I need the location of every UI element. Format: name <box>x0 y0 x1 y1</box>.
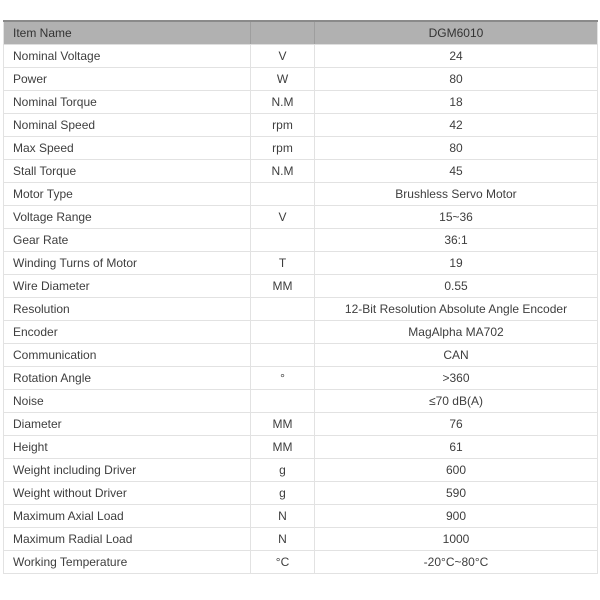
value-cell: 19 <box>315 251 598 274</box>
value-cell: 80 <box>315 67 598 90</box>
header-model-name: DGM6010 <box>315 21 598 44</box>
table-row <box>4 90 598 113</box>
table-header-row <box>4 21 598 44</box>
table-row <box>4 159 598 182</box>
unit-cell: N.M <box>251 90 315 113</box>
table-row <box>4 550 598 573</box>
table-row <box>4 136 598 159</box>
table-row <box>4 67 598 90</box>
item-cell: Weight without Driver <box>4 481 251 504</box>
value-cell: 76 <box>315 412 598 435</box>
value-cell: 24 <box>315 44 598 67</box>
value-cell: 45 <box>315 159 598 182</box>
unit-cell: V <box>251 205 315 228</box>
value-cell: 590 <box>315 481 598 504</box>
item-cell: Nominal Speed <box>4 113 251 136</box>
unit-cell <box>251 320 315 343</box>
table-row <box>4 389 598 412</box>
item-cell: Height <box>4 435 251 458</box>
item-cell: Power <box>4 67 251 90</box>
table-row <box>4 343 598 366</box>
value-cell: MagAlpha MA702 <box>315 320 598 343</box>
unit-cell <box>251 343 315 366</box>
unit-cell: N <box>251 527 315 550</box>
table-row <box>4 481 598 504</box>
item-cell: Maximum Radial Load <box>4 527 251 550</box>
item-cell: Stall Torque <box>4 159 251 182</box>
spec-table <box>3 20 598 574</box>
value-cell: CAN <box>315 343 598 366</box>
item-cell: Maximum Axial Load <box>4 504 251 527</box>
table-row <box>4 251 598 274</box>
value-cell: ≤70 dB(A) <box>315 389 598 412</box>
value-cell: 12-Bit Resolution Absolute Angle Encoder <box>315 297 598 320</box>
unit-cell: MM <box>251 435 315 458</box>
item-cell: Winding Turns of Motor <box>4 251 251 274</box>
table-row <box>4 458 598 481</box>
item-cell: Gear Rate <box>4 228 251 251</box>
item-cell: Nominal Torque <box>4 90 251 113</box>
item-cell: Working Temperature <box>4 550 251 573</box>
item-cell: Rotation Angle <box>4 366 251 389</box>
item-cell: Diameter <box>4 412 251 435</box>
value-cell: 900 <box>315 504 598 527</box>
item-cell: Noise <box>4 389 251 412</box>
value-cell: 42 <box>315 113 598 136</box>
table-row <box>4 320 598 343</box>
item-cell: Communication <box>4 343 251 366</box>
item-cell: Weight including Driver <box>4 458 251 481</box>
unit-cell <box>251 389 315 412</box>
unit-cell: V <box>251 44 315 67</box>
table-row <box>4 274 598 297</box>
unit-cell: ° <box>251 366 315 389</box>
table-row <box>4 527 598 550</box>
item-cell: Voltage Range <box>4 205 251 228</box>
unit-cell: MM <box>251 412 315 435</box>
unit-cell <box>251 297 315 320</box>
table-row <box>4 366 598 389</box>
item-cell: Encoder <box>4 320 251 343</box>
table-row <box>4 412 598 435</box>
value-cell: 600 <box>315 458 598 481</box>
table-row <box>4 113 598 136</box>
value-cell: 36:1 <box>315 228 598 251</box>
table-row <box>4 228 598 251</box>
unit-cell: MM <box>251 274 315 297</box>
value-cell: 1000 <box>315 527 598 550</box>
unit-cell: T <box>251 251 315 274</box>
value-cell: 61 <box>315 435 598 458</box>
table-row <box>4 435 598 458</box>
value-cell: 15~36 <box>315 205 598 228</box>
unit-cell: rpm <box>251 113 315 136</box>
unit-cell <box>251 182 315 205</box>
header-unit <box>251 21 315 44</box>
value-cell: -20°C~80°C <box>315 550 598 573</box>
value-cell: >360 <box>315 366 598 389</box>
unit-cell: N.M <box>251 159 315 182</box>
table-row <box>4 44 598 67</box>
item-cell: Resolution <box>4 297 251 320</box>
value-cell: 80 <box>315 136 598 159</box>
table-row <box>4 297 598 320</box>
unit-cell <box>251 228 315 251</box>
unit-cell: g <box>251 458 315 481</box>
unit-cell: W <box>251 67 315 90</box>
item-cell: Nominal Voltage <box>4 44 251 67</box>
item-cell: Max Speed <box>4 136 251 159</box>
unit-cell: N <box>251 504 315 527</box>
table-row <box>4 205 598 228</box>
value-cell: 0.55 <box>315 274 598 297</box>
unit-cell: g <box>251 481 315 504</box>
table-row <box>4 504 598 527</box>
value-cell: 18 <box>315 90 598 113</box>
table-row <box>4 182 598 205</box>
header-item-name: Item Name <box>4 21 251 44</box>
item-cell: Wire Diameter <box>4 274 251 297</box>
value-cell: Brushless Servo Motor <box>315 182 598 205</box>
item-cell: Motor Type <box>4 182 251 205</box>
unit-cell: rpm <box>251 136 315 159</box>
unit-cell: °C <box>251 550 315 573</box>
